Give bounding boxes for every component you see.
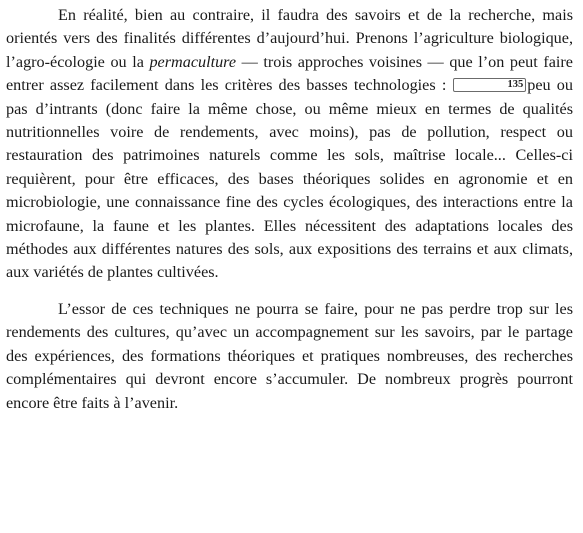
paragraph-1-text-c: peu ou pas d’intrants (donc faire la même chose, ou même mieux en termes de qualités nutritionnelles voire de rendements, avec moins), pas de pollution, respect ou restauration des patrimoines naturels comme les sols, maîtrise locale... Celles-ci requièrent, pour être efficaces, des bases théoriques solides en agronomie et en microbiologie, une connaissance fine des cycles écologiques, des interactions entre la microfaune, la faune et les plantes. Elles nécessitent des adaptations locales des méthodes aux différentes natures des sols, aux expositions des terrains et aux climats, aux variétés de plantes cultivées. [6,76,573,282]
paragraph-1-text-a: En réalité, bien au contraire, il faudra des savoirs et de la recherche, mais orientés vers des finalités différentes d’aujourd’hui. Prenons l’agriculture biologique, l’agro-écologie ou la [6,6,573,71]
footnote-reference-link[interactable]: 135 [453,78,527,92]
paragraph-1 [6,0,573,285]
document-page [6,0,573,415]
paragraph-1-text-b: — trois approches voisines — que l’on peut faire entrer assez facilement dans les critères des basses technologies : [6,52,573,95]
emphasis-permaculture: permaculture [149,52,237,71]
paragraph-2: L’essor de ces techniques ne pourra se faire, pour ne pas perdre trop sur les rendements des cultures, qu’avec un accompagnement sur les savoirs, par le partage des expériences, des formations théoriques et pratiques nombreuses, des recherches complémentaires qui devront encore s’accumuler. De nombreux progrès pourront encore être faits à l’avenir. [6,299,573,412]
